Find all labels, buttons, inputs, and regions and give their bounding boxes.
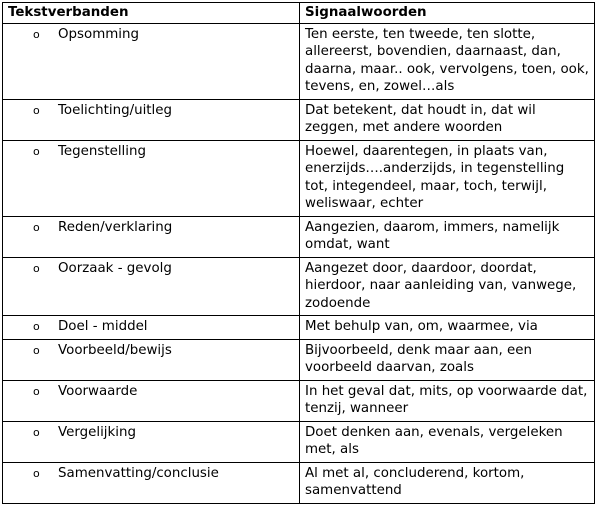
column-header-signaalwoorden: Signaalwoorden <box>300 3 595 24</box>
table-row <box>3 462 595 503</box>
signaalwoorden-cell: In het geval dat, mits, op voorwaarde dat, tenzij, wanneer <box>300 380 595 421</box>
tekstverband-cell <box>3 216 300 257</box>
tekstverband-label: Vergelijking <box>58 424 136 440</box>
tekstverband-cell <box>3 257 300 316</box>
tekstverband-cell <box>3 380 300 421</box>
bullet-icon: o <box>33 27 40 41</box>
table-row <box>3 216 595 257</box>
table-body <box>3 23 595 503</box>
tekstverband-label: Voorwaarde <box>58 383 138 399</box>
tekstverband-label: Voorbeeld/bewijs <box>58 342 172 358</box>
bullet-icon: o <box>33 425 40 439</box>
signaalwoorden-cell: Hoewel, daarentegen, in plaats van, enerzijds….anderzijds, in tegenstelling tot, integendeel, maar, toch, terwijl, weliswaar, echter <box>300 140 595 216</box>
tekstverband-label: Opsomming <box>58 26 140 42</box>
table-row <box>3 140 595 216</box>
tekstverband-label: Oorzaak - gevolg <box>58 260 172 276</box>
signaalwoorden-cell: Al met al, concluderend, kortom, samenvattend <box>300 462 595 503</box>
signaalwoorden-cell: Doet denken aan, evenals, vergeleken met, als <box>300 421 595 462</box>
tekstverband-cell <box>3 339 300 380</box>
tekstverband-cell <box>3 99 300 140</box>
signaalwoorden-cell: Aangezet door, daardoor, doordat, hierdoor, naar aanleiding van, vanwege, zodoende <box>300 257 595 316</box>
tekstverband-label: Doel - middel <box>58 319 148 334</box>
table-row <box>3 99 595 140</box>
signaalwoorden-cell: Dat betekent, dat houdt in, dat wil zeggen, met andere woorden <box>300 99 595 140</box>
tekstverband-label: Samenvatting/conclusie <box>58 465 219 481</box>
tekstverband-cell <box>3 462 300 503</box>
column-header-tekstverbanden: Tekstverbanden <box>3 3 300 24</box>
signaalwoorden-cell: Met behulp van, om, waarmee, via <box>300 316 595 340</box>
bullet-icon: o <box>33 220 40 234</box>
table-row <box>3 316 595 340</box>
tekstverband-cell <box>3 316 300 340</box>
bullet-icon: o <box>33 261 40 275</box>
tekstverband-label: Toelichting/uitleg <box>58 102 173 118</box>
table-row <box>3 380 595 421</box>
signal-words-table <box>2 2 595 504</box>
table-row <box>3 339 595 380</box>
table-header-row <box>3 3 595 24</box>
bullet-icon: o <box>33 103 40 117</box>
signaalwoorden-cell: Bijvoorbeeld, denk maar aan, een voorbeeld daarvan, zoals <box>300 339 595 380</box>
tekstverband-cell <box>3 23 300 99</box>
table-row <box>3 23 595 99</box>
tekstverband-label: Reden/verklaring <box>58 219 173 235</box>
tekstverband-label: Tegenstelling <box>58 143 146 159</box>
bullet-icon: o <box>33 320 40 333</box>
table-row <box>3 257 595 316</box>
tekstverband-cell <box>3 421 300 462</box>
bullet-icon: o <box>33 343 40 357</box>
signaalwoorden-cell: Aangezien, daarom, immers, namelijk omdat, want <box>300 216 595 257</box>
bullet-icon: o <box>33 466 40 480</box>
table-row <box>3 421 595 462</box>
bullet-icon: o <box>33 144 40 158</box>
tekstverband-cell <box>3 140 300 216</box>
signaalwoorden-cell: Ten eerste, ten tweede, ten slotte, allereerst, bovendien, daarnaast, dan, daarna, maar.. ook, vervolgens, toen, ook, tevens, en, zowel…als <box>300 23 595 99</box>
bullet-icon: o <box>33 384 40 398</box>
